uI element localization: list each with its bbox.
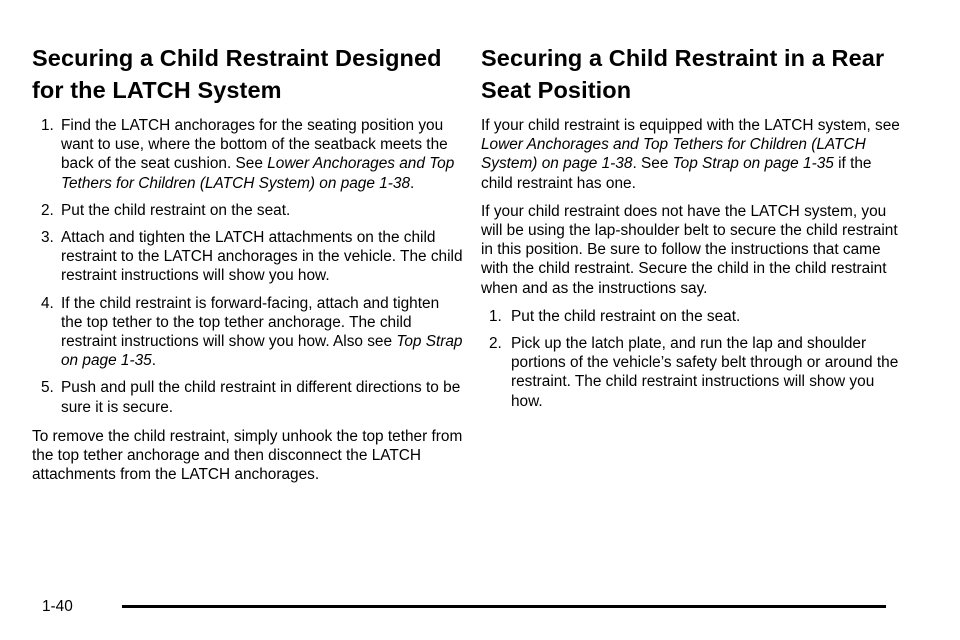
list-item: [41, 228, 464, 286]
step-text: Put the child restraint on the seat.: [61, 201, 291, 219]
page-number: 1-40: [42, 598, 73, 615]
step-text: Pick up the latch plate, and run the lap and shoulder portions of the vehicle’s safety belt through or around the restraint. The child restraint instructions will show you how.: [511, 335, 899, 410]
latch-equipped-paragraph: [481, 116, 906, 193]
right-column: [481, 0, 906, 419]
paragraph-text-mid: . See: [632, 155, 673, 173]
list-item: [41, 294, 464, 371]
list-item: [489, 307, 906, 326]
step-text: Push and pull the child restraint in different directions to be sure it is secure.: [61, 379, 461, 416]
latch-steps-list: [32, 116, 464, 417]
footer-divider: [122, 605, 886, 608]
step-text-tail: .: [151, 352, 156, 370]
step-number: 4.: [41, 294, 54, 312]
list-item: [41, 201, 464, 220]
step-text: Find the LATCH anchorages for the seating position you want to use, where the bottom of the seatback meets the back of the seat cushion. See: [61, 117, 448, 173]
no-latch-paragraph: If your child restraint does not have the LATCH system, you will be using the lap-shoulder belt to secure the child restraint in this position. Be sure to follow the instructions that came with the child restraint. Secure the child in the child restraint when and as the instructions say.: [481, 202, 898, 297]
section-heading-rear-seat: Securing a Child Restraint in a Rear Seat Position: [481, 45, 885, 103]
list-item: [41, 116, 464, 193]
step-number: 2.: [489, 335, 502, 353]
removal-paragraph: To remove the child restraint, simply unhook the top tether from the top tether anchorage and then disconnect the LATCH attachments from the LATCH anchorages.: [32, 427, 463, 484]
step-number: 2.: [41, 201, 54, 219]
step-text: Put the child restraint on the seat.: [511, 307, 741, 325]
step-number: 1.: [41, 117, 54, 134]
step-text-tail: .: [410, 174, 415, 192]
list-item: [489, 334, 906, 411]
rear-seat-steps-list: [481, 307, 906, 411]
step-text: Attach and tighten the LATCH attachments on the child restraint to the LATCH anchorages in the vehicle. The child restraint instructions will show you how.: [61, 229, 463, 285]
section-heading-latch: Securing a Child Restraint Designed for the LATCH System: [32, 45, 442, 103]
cross-reference-link[interactable]: Lower Anchorages and Top Tethers for Children (LATCH System) on page 1-38: [61, 155, 455, 192]
left-column: [32, 0, 464, 484]
list-item: [41, 378, 464, 416]
step-number: 3.: [41, 229, 54, 247]
cross-reference-link[interactable]: Top Strap on page 1-35: [672, 155, 834, 173]
step-number: 1.: [489, 307, 502, 325]
cross-reference-link[interactable]: Lower Anchorages and Top Tethers for Children (LATCH System) on page 1-38: [481, 136, 866, 173]
paragraph-text: If your child restraint is equipped with the LATCH system, see: [481, 117, 900, 134]
paragraph-text-tail: if the child restraint has one.: [481, 155, 872, 192]
cross-reference-link[interactable]: Top Strap on page 1-35: [61, 333, 463, 370]
step-number: 5.: [41, 379, 54, 397]
step-text: If the child restraint is forward-facing, attach and tighten the top tether to the top tether anchorage. The child restraint instructions will show you how. Also see: [61, 294, 440, 351]
